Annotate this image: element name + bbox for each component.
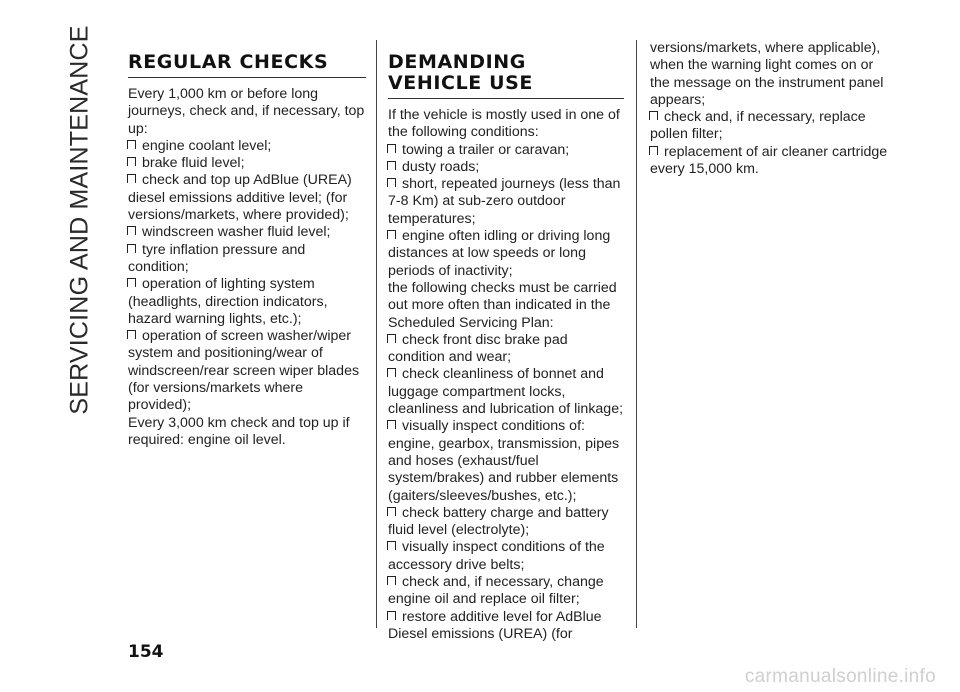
page-number: 154	[128, 642, 164, 662]
column-demanding-use	[388, 52, 624, 643]
bullet-icon	[388, 576, 396, 585]
list-item: towing a trailer or caravan;	[388, 142, 624, 159]
list-item: tyre inflation pressure and condition;	[128, 241, 306, 275]
bullet-icon	[650, 111, 658, 120]
list-item: short, repeated journeys (less than 7-8 Km) at sub-zero outdoor temperatures;	[388, 176, 621, 227]
bullet-icon	[650, 146, 658, 155]
list-item: operation of lighting system (headlights, direction indicators, hazard warning lights, etc.);	[128, 276, 328, 327]
regular-checks-outro: Every 3,000 km check and top up if required: engine oil level.	[128, 414, 350, 448]
list-item: visually inspect conditions of the accessory drive belts;	[388, 539, 605, 573]
checks-list	[388, 332, 624, 643]
list-item: operation of screen washer/wiper system and positioning/wear of windscreen/rear screen wiper blades (for versions/markets where provided);	[128, 328, 360, 414]
list-item: check front disc brake pad condition and wear;	[388, 331, 568, 366]
bullet-icon	[388, 368, 396, 377]
bullet-icon	[128, 244, 136, 253]
bullet-icon	[128, 330, 136, 339]
list-item: check and, if necessary, change engine oil and replace oil filter;	[388, 574, 604, 608]
regular-checks-list	[128, 138, 366, 415]
bullet-icon	[388, 334, 396, 343]
list-item: dusty roads;	[388, 159, 624, 176]
list-item: restore additive level for AdBlue Diesel emissions (UREA) (for	[388, 608, 602, 642]
column-continuation	[650, 40, 890, 178]
bullet-icon	[388, 144, 396, 153]
watermark-link[interactable]: carmanualsonline.info	[744, 666, 936, 687]
regular-checks-intro: Every 1,000 km or before long journeys, check and, if necessary, top up:	[128, 86, 365, 137]
list-item: check and, if necessary, replace pollen filter;	[650, 109, 866, 143]
bullet-icon	[388, 178, 396, 187]
list-item: windscreen washer fluid level;	[128, 224, 366, 241]
list-item: engine often idling or driving long distances at low speeds or long periods of inactivity;	[388, 228, 611, 279]
bullet-icon	[388, 230, 396, 239]
list-item: brake fluid level;	[128, 155, 366, 172]
list-item: replacement of air cleaner cartridge every 15,000 km.	[650, 143, 888, 178]
column-divider-1	[376, 40, 377, 628]
heading-regular-checks: REGULAR CHECKS	[128, 52, 366, 78]
list-item: check cleanliness of bonnet and luggage compartment locks, cleanliness and lubrication of linkage;	[388, 366, 624, 418]
column-regular-checks	[128, 52, 366, 449]
bullet-icon	[128, 157, 136, 166]
bullet-icon	[388, 161, 396, 170]
bullet-icon	[388, 611, 396, 620]
bullet-icon	[388, 541, 396, 550]
conditions-list	[388, 142, 624, 280]
section-side-title	[60, 25, 100, 415]
side-title-text: SERVICING AND MAINTENANCE	[65, 25, 94, 415]
bullet-icon	[388, 420, 396, 429]
list-item: visually inspect conditions of: engine, gearbox, transmission, pipes and hoses (exhaust/fuel system/brakes) and rubber elements (gaiters/sleeves/bushes, etc.);	[388, 418, 620, 504]
bullet-icon	[128, 140, 136, 149]
column-divider-2	[636, 40, 637, 628]
bullet-icon	[388, 507, 396, 516]
bullet-icon	[128, 174, 136, 183]
demanding-use-middle: the following checks must be carried out more often than indicated in the Scheduled Servicing Plan:	[388, 279, 617, 331]
list-item: engine coolant level;	[128, 138, 366, 155]
list-item: check and top up AdBlue (UREA) diesel emissions additive level; (for versions/markets, where provided);	[128, 172, 352, 224]
heading-demanding-use: DEMANDING VEHICLE USE	[388, 52, 624, 99]
list-item: check battery charge and battery fluid level (electrolyte);	[388, 504, 609, 539]
demanding-use-intro: If the vehicle is mostly used in one of the following conditions:	[388, 107, 620, 141]
bullet-icon	[128, 278, 136, 287]
bullet-icon	[128, 226, 136, 235]
continuation-text: versions/markets, where applicable), when the warning light comes on or the message on the instrument panel appears;	[650, 40, 884, 108]
